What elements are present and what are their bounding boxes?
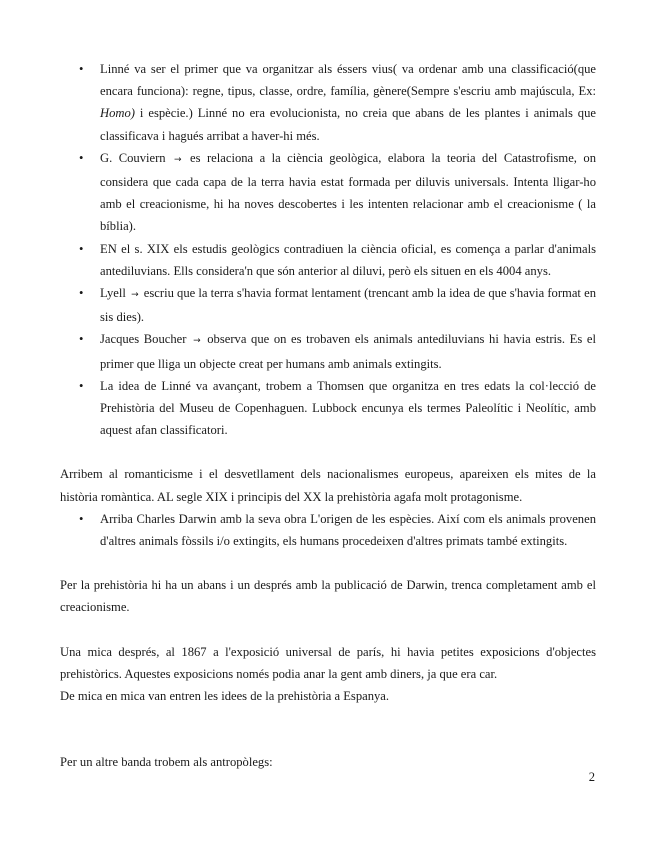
paragraph-romanticism: Arribem al romanticisme i el desvetllament dels nacionalismes europeus, apareixen els mites de la història romàntica. AL segle XIX i principis del XX la prehistòria agafa molt protagonisme. bbox=[60, 467, 596, 504]
bullet-xix-geology-text: EN el s. XIX els estudis geològics contradiuen la ciència oficial, es comença a parlar d'animals antediluvians. Ells considera'n que són anterior al diluvi, però els situen en els 4004 anys. bbox=[100, 241, 596, 278]
spacer bbox=[60, 619, 596, 641]
spacer bbox=[60, 707, 596, 751]
bullet-thomsen bbox=[60, 375, 596, 442]
paragraph-exposition: Una mica després, al 1867 a l'exposició universal de parís, hi havia petites exposicions d'objectes prehistòrics. Aquestes exposicions només podia anar la gent amb diners, ja que era car. bbox=[60, 644, 596, 681]
bullet-lyell bbox=[60, 282, 596, 328]
document-body bbox=[60, 58, 596, 773]
paragraph-anthropologists: Per un altre banda trobem als antropòlegs: bbox=[60, 755, 273, 770]
bullet-linne-text-a: Linné va ser el primer que va organitzar als éssers vius( va ordenar amb una classificació(que encara funciona): regne, tipus, classe, ordre, família, gènere(Sempre s'escriu amb majúscula, Ex: bbox=[100, 62, 596, 99]
spacer bbox=[60, 441, 596, 463]
bullet-lyell-name: Lyell bbox=[100, 286, 126, 301]
bullet-thomsen-text: La idea de Linné va avançant, trobem a Thomsen que organitza en tres edats la col·lecció de Prehistòria del Museu de Copenhaguen. Lubbock encunya els termes Paleolític i Neolític, amb aquest afan classificatori. bbox=[100, 378, 596, 438]
bullet-linne bbox=[60, 58, 596, 147]
bullet-darwin-text: Arriba Charles Darwin amb la seva obra L'origen de les espècies. Així com els animals provenen d'altres animals fòssils i/o extingits, els humans procedeixen d'altres primats també extingits. bbox=[100, 511, 596, 549]
bullet-list-history bbox=[60, 58, 596, 441]
bullet-linne-italic: Homo) bbox=[100, 106, 135, 121]
bullet-linne-text-b: i espècie.) Linné no era evolucionista, no creia que abans de les plantes i animals que classificava i hagués arribat a haver-hi més. bbox=[100, 106, 596, 143]
bullet-darwin bbox=[60, 508, 596, 552]
spacer bbox=[60, 552, 596, 574]
arrow-right-icon: → bbox=[174, 154, 182, 165]
arrow-right-icon: → bbox=[193, 336, 201, 347]
bullet-couviern bbox=[60, 147, 596, 238]
bullet-xix-geology bbox=[60, 238, 596, 282]
paragraph-spain: De mica en mica van entren les idees de la prehistòria a Espanya. bbox=[60, 689, 390, 704]
arrow-right-icon: → bbox=[131, 290, 139, 301]
bullet-boucher bbox=[60, 328, 596, 374]
bullet-couviern-name: G. Couviern bbox=[100, 150, 166, 165]
bullet-boucher-text: observa que on es trobaven els animals antediluvians hi havia estris. Es el primer que lliga un objecte creat per humans amb animals extingits. bbox=[100, 332, 596, 371]
bullet-boucher-name: Jacques Boucher bbox=[100, 332, 187, 347]
paragraph-darwin: Per la prehistòria hi ha un abans i un després amb la publicació de Darwin, trenca completament amb el creacionisme. bbox=[60, 578, 596, 615]
bullet-list-darwin bbox=[60, 508, 596, 552]
bullet-couviern-text: es relaciona a la ciència geològica, elabora la teoria del Catastrofisme, on considera que cada capa de la terra havia estat formada per diluvis universals. Intenta lligar-ho amb el creacionisme, hi ha noves descobertes i les intenten relacionar amb el creacionisme ( la bíblia). bbox=[100, 150, 597, 234]
page-number: 2 bbox=[588, 770, 595, 784]
bullet-lyell-text: escriu que la terra s'havia format lentament (trencant amb la idea de que s'havia format en sis dies). bbox=[100, 286, 596, 325]
